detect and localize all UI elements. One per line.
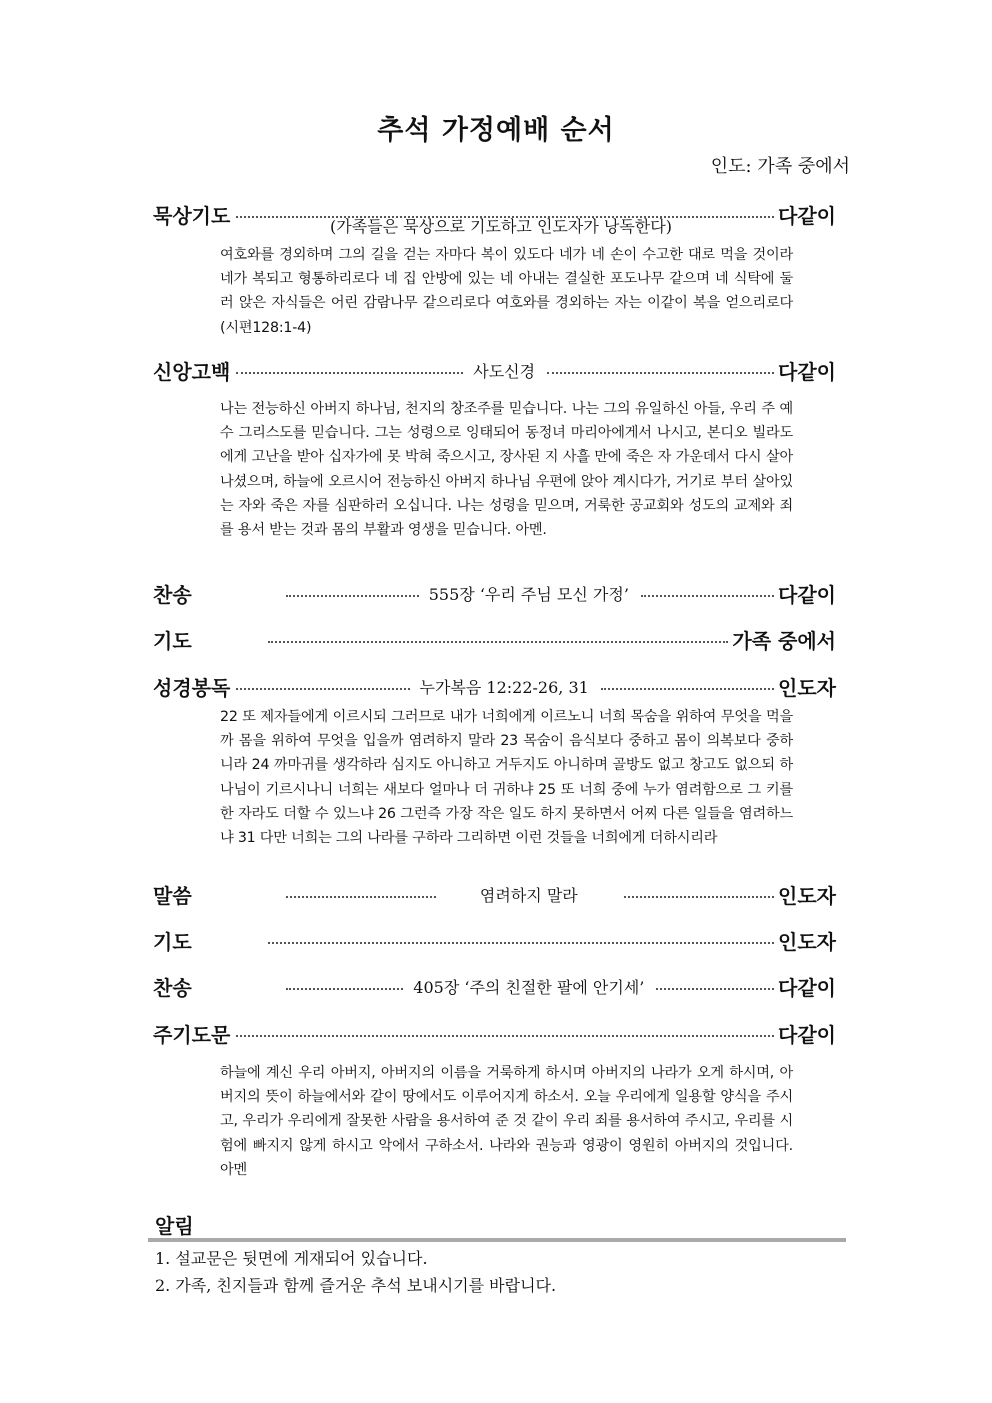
order-label: 성경봉독: [153, 675, 231, 700]
order-row-prayer-1: [153, 624, 836, 654]
order-performer: 다같이: [778, 582, 836, 607]
order-text-creed: 나는 전능하신 아버지 하나님, 천지의 창조주를 믿습니다. 나는 그의 유일하신 아들, 우리 주 예수 그리스도를 믿습니다. 그는 성령으로 잉태되어 동정녀 마리아에게서 나시고, 본디오 빌라도에게 고난을 받아 십자가에 못 박혀 죽으시고, 장사된 지 사흘 만에 죽은 자 가운데서 다시 살아나셨으며, 하늘에 오르시어 전능하신 아버지 하나님 우편에 앉아 계시다가, 거기로 부터 살아있는 자와 죽은 자를 심판하러 오십니다. 나는 성령을 믿으며, 거룩한 공교회와 성도의 교제와 죄를 용서 받는 것과 몸의 부활과 영생을 믿습니다. 아멘.: [220, 401, 793, 539]
leader-dots: [656, 988, 774, 990]
notice-item: 1. 설교문은 뒷면에 게재되어 있습니다.: [155, 1249, 428, 1268]
order-label: 찬송: [153, 975, 192, 1000]
order-content: 누가복음 12:22-26, 31: [419, 677, 589, 697]
leader-dots: [547, 372, 774, 374]
order-label: 말씀: [153, 883, 192, 908]
leader-dots: [286, 988, 404, 990]
leader-dots: [286, 595, 419, 597]
order-row-lords-prayer: [153, 1018, 836, 1048]
leader-dots: [601, 688, 774, 690]
order-performer: 다같이: [778, 203, 836, 228]
order-row-creed: [153, 355, 836, 385]
order-text-scripture: 22 또 제자들에게 이르시되 그러므로 내가 너희에게 이르노니 너희 목숨을 위하여 무엇을 먹을까 몸을 위하여 무엇을 입을까 염려하지 말라 23 목숨이 음식보다 중하고 몸이 의복보다 중하니라 24 까마귀를 생각하라 심지도 아니하고 거두지도 아니하며 골방도 없고 창고도 없으되 하나님이 기르시나니 너희는 새보다 얼마나 더 귀하냐 25 또 너희 중에 누가 염려함으로 그 키를 한 자라도 더할 수 있느냐 26 그런즉 가장 작은 일도 하지 못하면서 어찌 다른 일들을 염려하느냐 31 다만 너희는 그의 나라를 구하라 그리하면 이런 것들을 너희에게 더하시리라: [220, 709, 793, 847]
leader-note: 인도: 가족 중에서: [710, 156, 850, 177]
leader-dots: [624, 896, 774, 898]
notice-title: 알림: [155, 1214, 194, 1238]
order-content: 사도신경: [473, 361, 536, 381]
order-label: 묵상기도: [153, 203, 231, 228]
page-title: 추석 가정예배 순서: [377, 115, 615, 146]
notice-divider: [148, 1238, 846, 1242]
notice-item: 2. 가족, 친지들과 함께 즐거운 추석 보내시기를 바랍니다.: [155, 1276, 557, 1295]
leader-dots: [236, 1035, 774, 1037]
leader-dots: [268, 641, 729, 643]
leader-dots: [236, 688, 409, 690]
order-subnote: (가족들은 묵상으로 기도하고 인도자가 낭독한다): [330, 217, 672, 236]
order-label: 주기도문: [153, 1022, 231, 1047]
order-performer: 가족 중에서: [732, 628, 836, 653]
leader-dots: [268, 942, 774, 944]
order-performer: 인도자: [778, 675, 837, 700]
order-content: 405장 ‘주의 친절한 팔에 안기세’: [413, 977, 645, 997]
leader-dots: [286, 896, 436, 898]
order-row-prayer-2: [153, 925, 836, 955]
order-text-lords-prayer: 하늘에 계신 우리 아버지, 아버지의 이름을 거룩하게 하시며 아버지의 나라가 오게 하시며, 아버지의 뜻이 하늘에서와 같이 땅에서도 이루어지게 하소서. 오늘 우리에게 일용할 양식을 주시고, 우리가 우리에게 잘못한 사람을 용서하여 준 것 같이 우리 죄를 용서하여 주시고, 우리를 시험에 빠지지 않게 하시고 악에서 구하소서. 나라와 권능과 영광이 영원히 아버지의 것입니다. 아멘: [220, 1065, 793, 1178]
order-row-sermon: [153, 879, 836, 909]
order-performer: 인도자: [778, 883, 836, 908]
order-label: 기도: [153, 628, 192, 653]
order-row-scripture: [153, 671, 836, 701]
order-row-hymn-2: [153, 971, 836, 1001]
order-performer: 다같이: [778, 359, 837, 384]
order-row-hymn-1: [153, 578, 836, 608]
order-label: 신앙고백: [153, 359, 231, 384]
order-performer: 다같이: [778, 975, 836, 1000]
order-content: 555장 ‘우리 주님 모신 가정’: [428, 584, 629, 604]
order-performer: 인도자: [778, 929, 836, 954]
order-label: 찬송: [153, 582, 192, 607]
order-performer: 다같이: [778, 1022, 836, 1047]
order-text-silent-prayer: 여호와를 경외하며 그의 길을 걷는 자마다 복이 있도다 네가 네 손이 수고한 대로 먹을 것이라 네가 복되고 형통하리로다 네 집 안방에 있는 네 아내는 결실한 포도나무 같으며 네 식탁에 둘러 앉은 자식들은 어린 감람나무 같으리로다 여호와를 경외하는 자는 이같이 복을 얻으리로다 (시편128:1-4): [220, 247, 793, 336]
leader-dots: [641, 595, 774, 597]
leader-dots: [236, 372, 463, 374]
order-content: 염려하지 말라: [479, 885, 578, 905]
order-label: 기도: [153, 929, 192, 954]
